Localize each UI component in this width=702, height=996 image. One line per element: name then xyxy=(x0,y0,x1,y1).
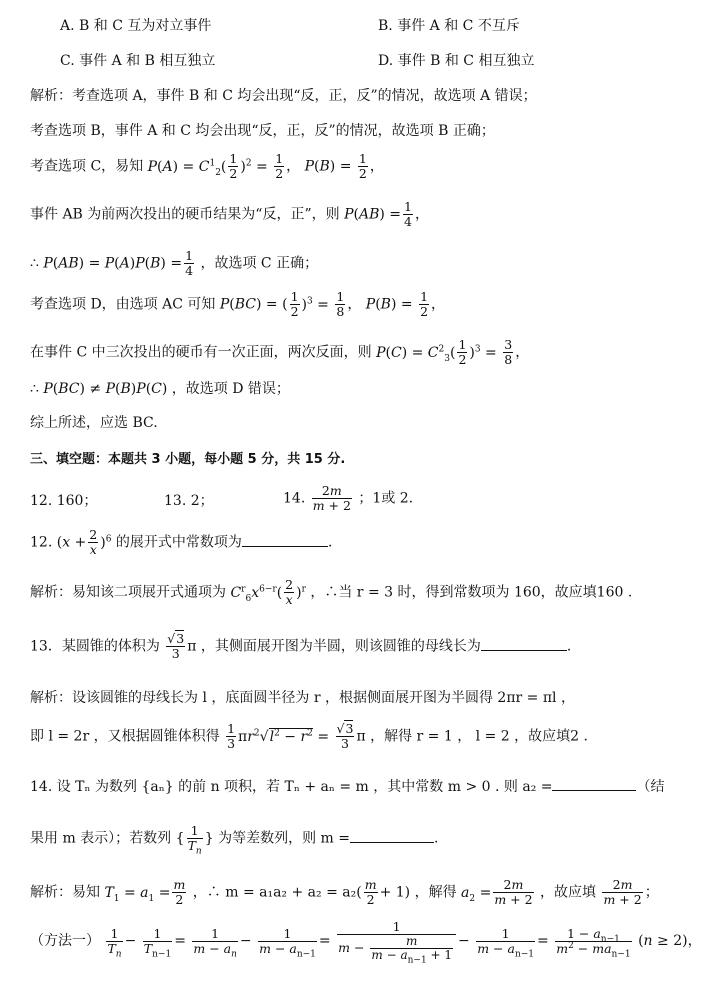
analysis-13-line-2: 即 l = 2r ，又根据圆锥体积得 $\frac{1}{3}$ $\pi r^2√l^2 - r^2$ = $\frac{√3}{3}$ π ，解得 r = 1 ， l = 2 ，故应填2 . xyxy=(30,721,588,751)
question-12: 12. (x + $\frac{2}{x}$ )$^6$ 的展开式中常数项为 . xyxy=(30,527,333,557)
analysis-line: ∴ P(AB) = P(A)P(B) = $\frac{1}{4}$ ，故选项 C 正确； xyxy=(30,248,319,278)
answer-12: 12. 160； xyxy=(30,493,98,509)
analysis-line: 在事件 C 中三次投出的硬币有一次正面，两次反面，则 $P(C) = C^2_3$( $\frac{1}{2}$ )$^3$ = $\frac{3}{8}$ ， xyxy=(30,337,530,367)
analysis-line-c: 考查选项 C，易知 $P(A) = C^1_2$( $\frac{1}{2}$ )$^2$ = $\frac{1}{2}$ ， P(B) = $\frac{1}{2}$ ， xyxy=(30,151,384,181)
answer-13: 13. 2； xyxy=(164,493,214,509)
section-heading: 三、填空题：本题共 3 小题，每小题 5 分，共 15 分. xyxy=(30,452,346,467)
answers-row xyxy=(0,484,692,518)
analysis-14-line-1: 解析：易知 $T_1 = a_1$ = $\frac{m}{2}$ ，∴ m = a₁a₂ + a₂ = a₂( $\frac{m}{2}$ + 1) ，解得 $a_2$ = $\frac{2m}{m + 2}$ ，故应填 $\frac{2m}{m + 2}$ ； xyxy=(30,877,659,907)
analysis-line: 解析：考查选项 A，事件 B 和 C 均会出现“反，正，反”的情况，故选项 A 错误； xyxy=(30,88,537,104)
answer-blank xyxy=(242,532,328,547)
option-a: A. B 和 C 互为对立事件 xyxy=(60,18,212,34)
analysis-line: 事件 AB 为前两次投出的硬币结果为“反，正”，则 P(AB) = $\frac{1}{4}$ ， xyxy=(30,199,429,229)
question-14-line-2: 果用 m 表示）；若数列 { $\frac{1}{T_n}$ } 为等差数列，则 m = . xyxy=(30,823,439,857)
answer-blank xyxy=(481,636,567,651)
question-14: 14. 设 Tₙ 为数列 {aₙ} 的前 n 项积，若 Tₙ + aₙ = m ，其中常数 m > 0 . 则 a₂ = （结 xyxy=(30,776,692,797)
answer-14: 14. $\frac{2m}{m + 2}$ ；1或 2. xyxy=(283,483,414,513)
analysis-line: 考查选项 D，由选项 AC 可知 P(BC) = ( $\frac{1}{2}$ )$^3$ = $\frac{1}{8}$ ， P(B) = $\frac{1}{2}$ ， xyxy=(30,289,446,319)
answer-blank xyxy=(552,776,636,791)
analysis-14-method-1: （方法一） $\frac{1}{T_n}$ − $\frac{1}{T_{n-1}}$ = $\frac{1}{m - a_n}$ − $\frac{1}{m - a_{n-1}}$ = 1 m − $\frac{m}{m - a_{n-1} + 1}$ − $\frac{1}{m - a_{n-1}}$ = $1 - a_{n-1}$ $m^2 - ma_{n-1}$ (n ≥ 2)， xyxy=(30,919,702,966)
option-d: D. 事件 B 和 C 相互独立 xyxy=(378,53,535,69)
analysis-line: 综上所述，应选 BC. xyxy=(30,415,158,431)
answer-blank xyxy=(350,828,434,843)
option-c: C. 事件 A 和 B 相互独立 xyxy=(60,53,216,69)
question-13: 13．某圆锥的体积为 $\frac{√3}{3}$ π ，其侧面展开图为半圆，则该圆锥的母线长为 . xyxy=(30,631,572,661)
analysis-line: 考查选项 B，事件 A 和 C 均会出现“反，正，反”的情况，故选项 B 正确； xyxy=(30,123,495,139)
analysis-line: ∴ P(BC) ≠ P(B)P(C) ，故选项 D 错误； xyxy=(30,381,290,397)
option-b: B. 事件 A 和 C 不互斥 xyxy=(378,18,520,34)
analysis-12: 解析：易知该二项展开式通项为 $C^r_6x^{6-r}$( $\frac{2}{x}$ )$^r$ ，∴当 r = 3 时，得到常数项为 160，故应填160 . xyxy=(30,577,633,607)
analysis-13-line-1: 解析：设该圆锥的母线长为 l ，底面圆半径为 r ，根据侧面展开图为半圆得 2πr = πl ， xyxy=(30,690,575,706)
